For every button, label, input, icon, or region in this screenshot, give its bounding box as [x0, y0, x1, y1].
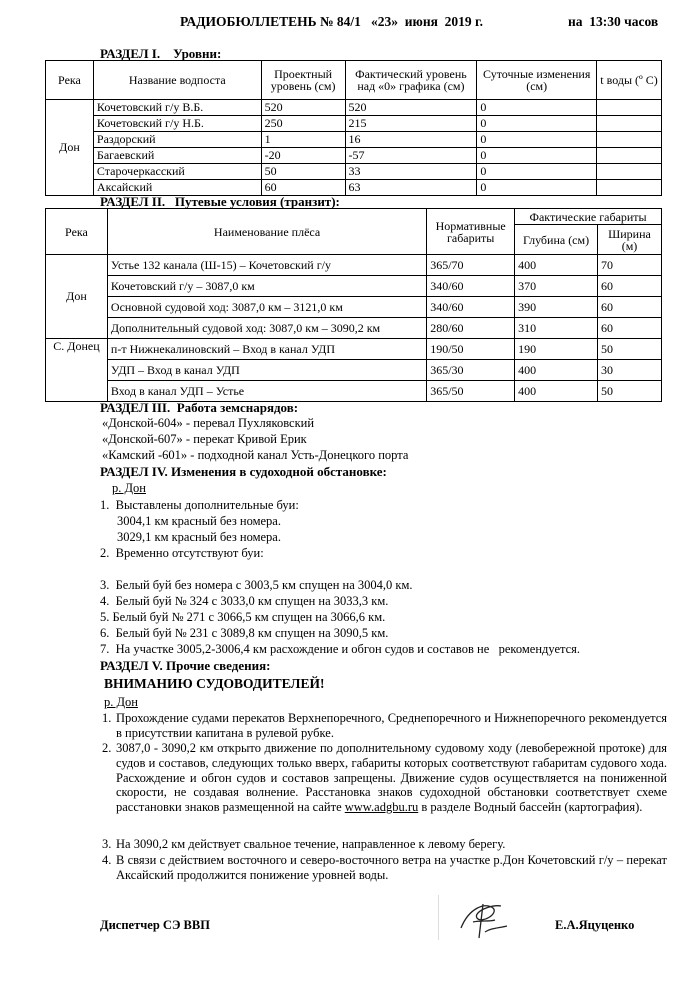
actual-level: 63 — [345, 180, 477, 196]
section2-title: РАЗДЕЛ II. Путевые условия (транзит): — [100, 194, 340, 209]
col-depth: Глубина (см) — [515, 225, 598, 255]
bulletin-title: РАДИОБЮЛЛЕТЕНЬ № 84/1 «23» июня 2019 г. — [180, 14, 484, 29]
section1-title: РАЗДЕЛ I. Уровни: — [100, 46, 222, 61]
width: 50 — [598, 381, 662, 402]
notice-number: 1. — [102, 711, 112, 725]
daily-change: 0 — [477, 100, 597, 116]
depth: 400 — [515, 255, 598, 276]
actual-level: -57 — [345, 148, 477, 164]
change-item: 2. Временно отсутствуют буи: — [100, 546, 264, 560]
dredger-line: «Донской-607» - перекат Кривой Ерик — [102, 432, 307, 446]
change-item: 7. На участке 3005,2-3006,4 км расхождение и обгон судов и составов не рекомендуется. — [100, 642, 581, 656]
station-name: Кочетовский г/у В.Б. — [93, 100, 261, 116]
norm-dims: 365/70 — [427, 255, 515, 276]
col-actual-level: Фактический уровень над «0» графика (см) — [345, 61, 477, 100]
reach-name: УДП – Вход в канал УДП — [107, 360, 426, 381]
water-temp — [597, 180, 662, 196]
width: 70 — [598, 255, 662, 276]
station-name: Аксайский — [93, 180, 261, 196]
river-cell: С. Донец — [46, 339, 108, 402]
width: 60 — [598, 276, 662, 297]
change-item: 1. Выставлены дополнительные буи: — [100, 498, 299, 512]
station-name: Кочетовский г/у Н.Б. — [93, 116, 261, 132]
reach-name: Дополнительный судовой ход: 3087,0 км – 3090,2 км — [107, 318, 426, 339]
notice-item — [102, 837, 667, 852]
reach-name: Кочетовский г/у – 3087,0 км — [107, 276, 426, 297]
reach-name: Вход в канал УДП – Устье — [107, 381, 426, 402]
scan-divider — [438, 895, 439, 940]
section4-title: РАЗДЕЛ IV. Изменения в судоходной обстановке: — [100, 464, 387, 479]
norm-dims: 280/60 — [427, 318, 515, 339]
col-actual-dims: Фактические габариты — [515, 209, 662, 225]
col-daily-change: Суточные изменения (см) — [477, 61, 597, 100]
notice-text: 3087,0 - 3090,2 км открыто движение по дополнительному судовому ходу (левобережной протоке) для судов и составов, следующих только вверх, габариты которых соответствуют габаритам судового хода. Расхождение и обгон судов и составов запрещены. Движение судов осуществляется на пониженной скорости, не создавая волнение. Расстановка знаков судоходной обстановки соответствует схеме расстановки знаков размещенной на сайте — [116, 741, 667, 815]
river-label: р. Дон — [112, 481, 146, 495]
notice-text: Прохождение судами перекатов Верхнепоречного, Среднепоречного и Нижнепоречного рекомендуется в присутствии капитана в рулевой рубке. — [116, 711, 667, 740]
daily-change: 0 — [477, 148, 597, 164]
reach-name: Устье 132 канала (Ш-15) – Кочетовский г/у — [107, 255, 426, 276]
signature-mark — [455, 898, 515, 943]
actual-level: 33 — [345, 164, 477, 180]
depth: 370 — [515, 276, 598, 297]
daily-change: 0 — [477, 180, 597, 196]
water-temp — [597, 132, 662, 148]
daily-change: 0 — [477, 132, 597, 148]
station-name: Раздорский — [93, 132, 261, 148]
reach-name: п-т Нижнекалиновский – Вход в канал УДП — [107, 339, 426, 360]
change-item: 5. Белый буй № 271 с 3066,5 км спущен на 3066,6 км. — [100, 610, 386, 624]
attention-heading: ВНИМАНИЮ СУДОВОДИТЕЛЕЙ! — [104, 676, 325, 691]
notice-text: В связи с действием восточного и северо-восточного ветра на участке р.Дон Кочетовский г/у – перекат Аксайский продолжится понижение уровней воды. — [116, 853, 667, 882]
project-level: 1 — [261, 132, 345, 148]
section5-title: РАЗДЕЛ V. Прочие сведения: — [100, 658, 271, 673]
project-level: 50 — [261, 164, 345, 180]
width: 60 — [598, 297, 662, 318]
change-item: 6. Белый буй № 231 с 3089,8 км спущен на 3090,5 км. — [100, 626, 389, 640]
dispatcher-label: Диспетчер СЭ ВВП — [100, 918, 210, 932]
change-item: 4. Белый буй № 324 с 3033,0 км спущен на 3033,3 км. — [100, 594, 389, 608]
change-item: 3004,1 км красный без номера. — [117, 514, 281, 528]
daily-change: 0 — [477, 164, 597, 180]
col-river: Река — [46, 61, 94, 100]
col-width: Ширина (м) — [598, 225, 662, 255]
notice-item — [102, 853, 667, 883]
dredger-line: «Камский -601» - подходной канал Усть-Донецкого порта — [102, 448, 409, 462]
section3-title: РАЗДЕЛ III. Работа земснарядов: — [100, 400, 299, 415]
col-norm-dims: Нормативные габариты — [427, 209, 515, 255]
width: 30 — [598, 360, 662, 381]
depth: 400 — [515, 381, 598, 402]
depth: 190 — [515, 339, 598, 360]
change-item: 3. Белый буй без номера с 3003,5 км спущен на 3004,0 км. — [100, 578, 413, 592]
notice-text: На 3090,2 км действует свальное течение, направленное к левому берегу. — [116, 837, 506, 851]
bulletin-time: на 13:30 часов — [568, 14, 659, 29]
levels-table — [45, 60, 662, 196]
col-water-temp: t воды (º С) — [597, 61, 662, 100]
reach-name: Основной судовой ход: 3087,0 км – 3121,0 км — [107, 297, 426, 318]
dispatcher-name: Е.А.Яцуценко — [555, 918, 635, 932]
notice-number: 4. — [102, 853, 112, 867]
website-link[interactable]: www.adgbu.ru — [344, 800, 419, 815]
depth: 390 — [515, 297, 598, 318]
actual-level: 520 — [345, 100, 477, 116]
water-temp — [597, 164, 662, 180]
notice-text: в разделе Водный бассейн (картография). — [418, 800, 643, 815]
norm-dims: 340/60 — [427, 276, 515, 297]
project-level: 60 — [261, 180, 345, 196]
norm-dims: 365/50 — [427, 381, 515, 402]
notice-number: 2. — [102, 741, 112, 755]
change-item: 3029,1 км красный без номера. — [117, 530, 281, 544]
norm-dims: 190/50 — [427, 339, 515, 360]
water-temp — [597, 100, 662, 116]
station-name: Старочеркасский — [93, 164, 261, 180]
river-cell: Дон — [46, 100, 94, 196]
notice-number: 3. — [102, 837, 112, 851]
station-name: Багаевский — [93, 148, 261, 164]
depth: 400 — [515, 360, 598, 381]
project-level: -20 — [261, 148, 345, 164]
width: 60 — [598, 318, 662, 339]
col-reach-name: Наименование плёса — [107, 209, 426, 255]
water-temp — [597, 116, 662, 132]
project-level: 250 — [261, 116, 345, 132]
actual-level: 215 — [345, 116, 477, 132]
notice-item — [102, 711, 667, 741]
actual-level: 16 — [345, 132, 477, 148]
river-cell: Дон — [46, 255, 108, 339]
col-station: Название водпоста — [93, 61, 261, 100]
width: 50 — [598, 339, 662, 360]
notice-item — [102, 741, 667, 815]
col-river: Река — [46, 209, 108, 255]
col-project-level: Проектный уровень (см) — [261, 61, 345, 100]
water-temp — [597, 148, 662, 164]
norm-dims: 340/60 — [427, 297, 515, 318]
dredger-line: «Донской-604» - перевал Пухляковский — [102, 416, 315, 430]
project-level: 520 — [261, 100, 345, 116]
transit-table — [45, 208, 662, 402]
daily-change: 0 — [477, 116, 597, 132]
norm-dims: 365/30 — [427, 360, 515, 381]
river-label: р. Дон — [104, 695, 138, 709]
depth: 310 — [515, 318, 598, 339]
